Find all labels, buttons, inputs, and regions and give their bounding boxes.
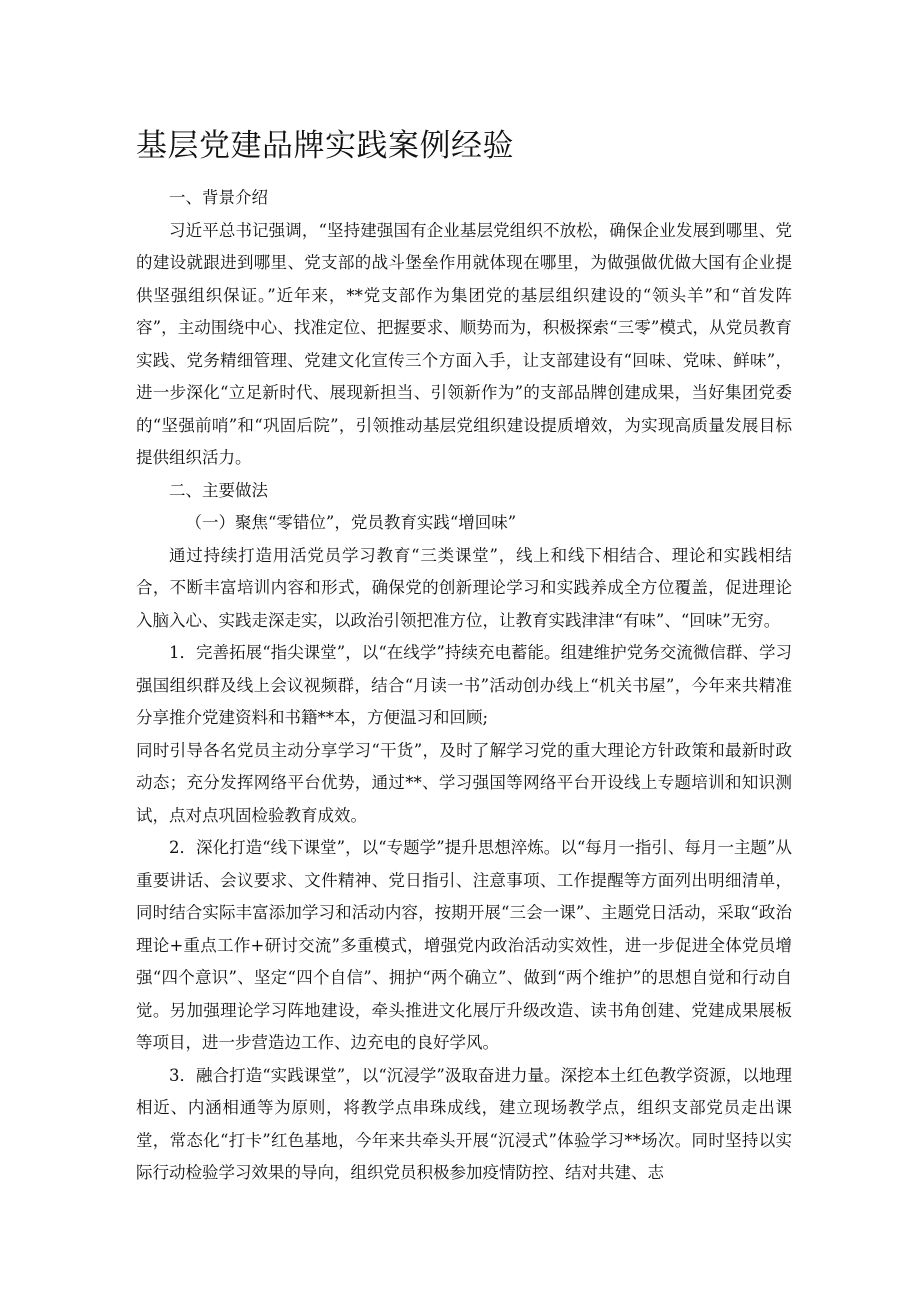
subsection-heading-1: （一）聚焦“零错位”，党员教育实践“增回味” (185, 513, 517, 532)
document-body (136, 182, 792, 1190)
paragraph-item-3: 3．融合打造“实践课堂”，以“沉浸学”汲取奋进力量。深挖本土红色教学资源，以地理相近、内涵相通等为原则，将教学点串珠成线，建立现场教学点，组织支部党员走出课堂，常态化“打卡”红色基地，今年来共牵头开展“沉浸式”体验学习**场次。同时坚持以实际行动检验学习效果的导向，组织党员积极参加疫情防控、结对共建、志 (136, 1065, 792, 1182)
paragraph-item-1-continued: 同时引导各名党员主动分享学习“干货”，及时了解学习党的重大理论方针政策和最新时政动态；充分发挥网络平台优势，通过**、学习强国等网络平台开设线上专题培训和知识测试，点对点巩固检验教育成效。 (136, 740, 792, 825)
paragraph-item-2: 2．深化打造“线下课堂”，以“专题学”提升思想淬炼。以“每月一指引、每月一主题”从重要讲话、会议要求、文件精神、党日指引、注意事项、工作提醒等方面列出明细清单，同时结合实际丰富添加学习和活动内容，按期开展“三会一课”、主题党日活动，采取“政治理论+重点工作+研讨交流”多重模式，增强党内政治活动实效性，进一步促进全体党员增强“四个意识”、坚定“四个自信”、拥护“两个确立”、做到“两个维护”的思想自觉和行动自觉。另加强理论学习阵地建设，牵头推进文化展厅升级改造、读书角创建、党建成果展板等项目，进一步营造边工作、边充电的良好学风。 (136, 838, 792, 1052)
paragraph-item-1: 1．完善拓展“指尖课堂”，以“在线学”持续充电蓄能。组建维护党务交流微信群、学习强国组织群及线上会议视频群，结合“月读一书”活动创办线上“机关书屋”，今年来共精准分享推介党建资料和书籍**本，方便温习和回顾; (136, 643, 792, 727)
paragraph-three-classrooms: 通过持续打造用活党员学习教育“三类课堂”，线上和线下相结合、理论和实践相结合，不断丰富培训内容和形式，确保党的创新理论学习和实践养成全方位覆盖，促进理论入脑入心、实践走深走实，以政治引领把准方位，让教育实践津津“有味”、“回味”无穷。 (136, 545, 792, 630)
paragraph-background: 习近平总书记强调，“坚持建强国有企业基层党组织不放松，确保企业发展到哪里、党的建设就跟进到哪里、党支部的战斗堡垒作用就体现在哪里，为做强做优做大国有企业提供坚强组织保证。”近年来，**党支部作为集团党的基层组织建设的“领头羊”和“首发阵容”，主动围绕中心、找准定位、把握要求、顺势而为，积极探索“三零”模式，从党员教育实践、党务精细管理、党建文化宣传三个方面入手，让支部建设有“回味、党味、鲜味”，进一步深化“立足新时代、展现新担当、引领新作为”的支部品牌创建成果，当好集团党委的“坚强前哨”和“巩固后院”，引领推动基层党组织建设提质增效，为实现高质量发展目标提供组织活力。 (136, 220, 792, 467)
section-heading-background: 一、背景介绍 (169, 188, 268, 207)
section-heading-main-practices: 二、主要做法 (169, 480, 268, 500)
document-title: 基层党建品牌实践案例经验 (136, 128, 514, 164)
